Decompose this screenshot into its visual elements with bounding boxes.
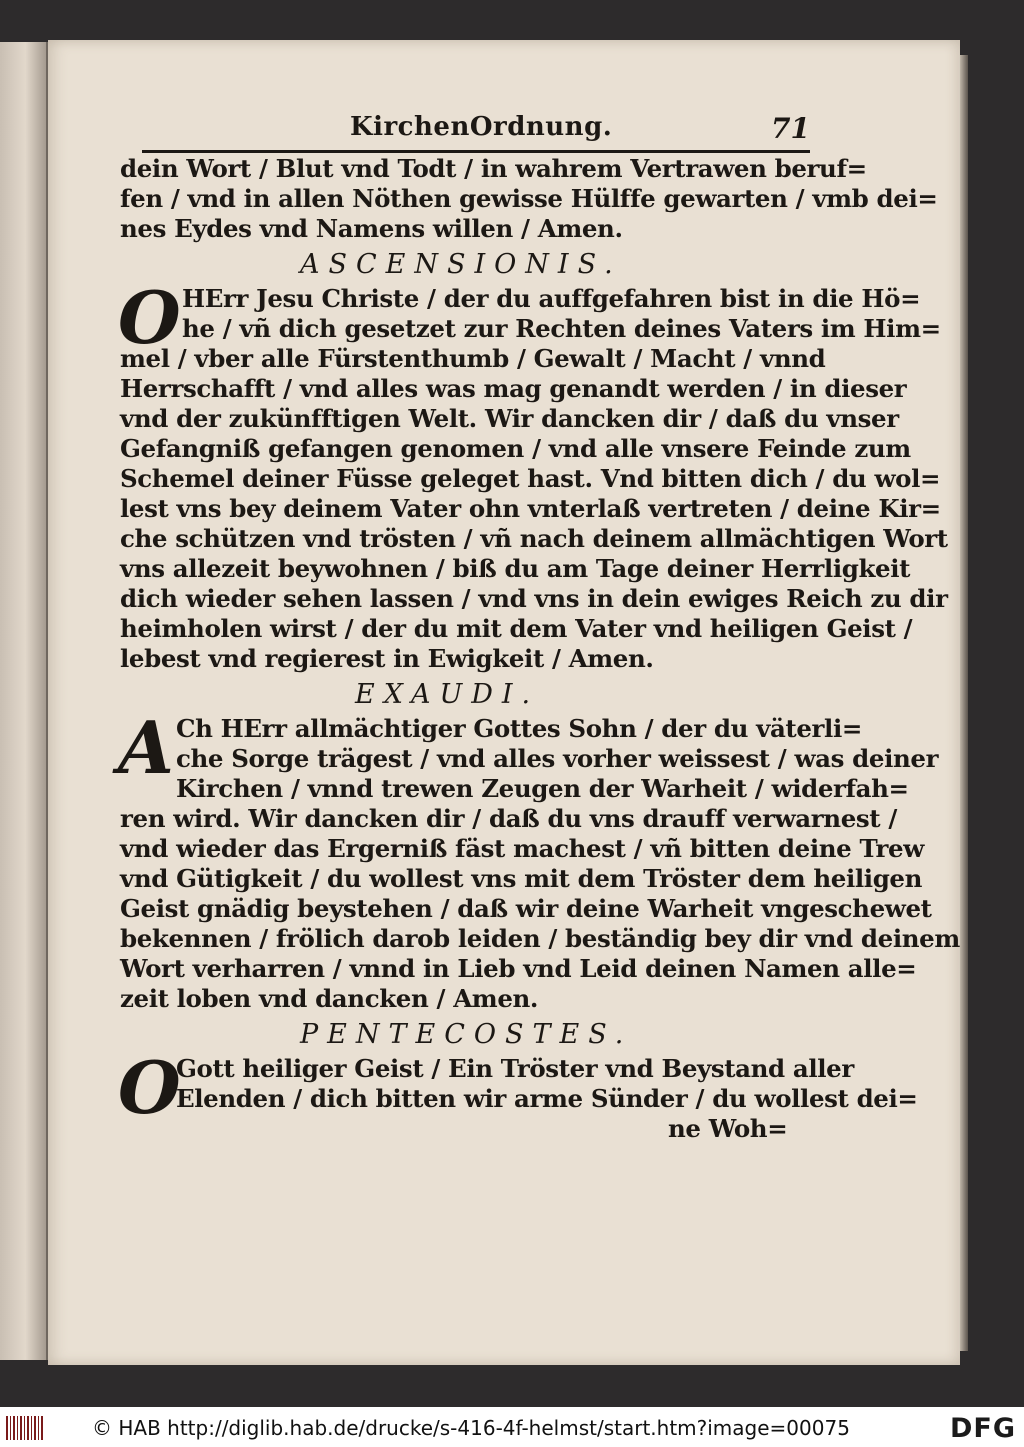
- dropcap-initial: A: [118, 705, 174, 790]
- previous-page-edge: [0, 42, 48, 1360]
- prayer-ascensionis: [118, 275, 948, 674]
- text-line: heimholen wirst / der du mit dem Vater vnd heiligen Geist /: [120, 614, 913, 643]
- text-line: Gefangniß gefangen genomen / vnd alle vnsere Feinde zum: [120, 434, 911, 463]
- catchword: ne Woh=: [668, 1114, 788, 1143]
- dropcap-initial: O: [118, 1045, 181, 1130]
- footer-bar: [0, 1407, 1024, 1447]
- page-number: 71: [771, 112, 810, 145]
- text-line: vnd der zukünfftigen Welt. Wir dancken dir / daß du vnser: [120, 404, 899, 433]
- page-text: [118, 100, 960, 1144]
- text-line: fen / vnd in allen Nöthen gewisse Hülffe gewarten / vmb dei=: [120, 184, 938, 213]
- source-link[interactable]: © HAB http://diglib.hab.de/drucke/s-416-4f-helmst/start.htm?image=00075: [92, 1416, 850, 1440]
- header-title: KirchenOrdnung.: [350, 112, 613, 142]
- text-line: HErr Jesu Christe / der du auffgefahren bist in die Hö=: [182, 284, 921, 313]
- text-line: mel / vber alle Fürstenthumb / Gewalt / Macht / vnnd: [120, 344, 826, 373]
- text-line: che Sorge trägest / vnd alles vorher weissest / was deiner: [176, 744, 939, 773]
- section-heading-ascensionis: ASCENSIONIS.: [300, 249, 622, 280]
- prayer-exaudi: [118, 705, 960, 1014]
- text-line: Herrschafft / vnd alles was mag genandt werden / in dieser: [120, 374, 907, 403]
- section-heading-exaudi: EXAUDI.: [355, 679, 540, 710]
- prayer-pentecostes: [118, 1045, 918, 1144]
- text-line: nes Eydes vnd Namens willen / Amen.: [120, 214, 623, 243]
- dfg-logo: DFG: [949, 1413, 1016, 1444]
- text-line: ren wird. Wir dancken dir / daß du vns drauff verwarnest /: [120, 804, 897, 833]
- section-heading-pentecostes: PENTECOSTES.: [300, 1019, 633, 1050]
- text-line: Geist gnädig beystehen / daß wir deine Warheit vngeschewet: [120, 894, 932, 923]
- text-line: Kirchen / vnnd trewen Zeugen der Warheit / widerfah=: [176, 774, 909, 803]
- text-line: che schützen vnd trösten / vñ nach deinem allmächtigen Wort: [120, 524, 948, 553]
- text-line: Schemel deiner Füsse geleget hast. Vnd bitten dich / du wol=: [120, 464, 941, 493]
- dropcap-initial: O: [118, 275, 181, 360]
- text-line: lest vns bey deinem Vater ohn vnterlaß vertreten / deine Kir=: [120, 494, 941, 523]
- page-shadow-edge: [960, 55, 968, 1351]
- text-line: dein Wort / Blut vnd Todt / in wahrem Vertrawen beruf=: [120, 154, 867, 183]
- header-rule: [142, 150, 810, 153]
- text-line: vns allezeit beywohnen / biß du am Tage deiner Herrligkeit: [120, 554, 911, 583]
- opening-paragraph: [120, 154, 938, 244]
- text-line: bekennen / frölich darob leiden / beständig bey dir vnd deinem: [120, 924, 960, 953]
- text-line: Wort verharren / vnnd in Lieb vnd Leid deinen Namen alle=: [120, 954, 917, 983]
- text-line: vnd wieder das Ergerniß fäst machest / vñ bitten deine Trew: [120, 834, 924, 863]
- text-line: lebest vnd regierest in Ewigkeit / Amen.: [120, 644, 654, 673]
- text-line: zeit loben vnd dancken / Amen.: [120, 984, 539, 1013]
- text-line: Elenden / dich bitten wir arme Sünder / du wollest dei=: [176, 1084, 918, 1113]
- text-line: Ch HErr allmächtiger Gottes Sohn / der du väterli=: [176, 714, 862, 743]
- running-header: [120, 100, 810, 154]
- text-line: he / vñ dich gesetzet zur Rechten deines Vaters im Him=: [182, 314, 941, 343]
- text-line: Gott heiliger Geist / Ein Tröster vnd Beystand aller: [176, 1054, 854, 1083]
- text-line: dich wieder sehen lassen / vnd vns in dein ewiges Reich zu dir: [120, 584, 948, 613]
- text-line: vnd Gütigkeit / du wollest vns mit dem Tröster dem heiligen: [120, 864, 923, 893]
- hab-logo-icon: [6, 1416, 44, 1440]
